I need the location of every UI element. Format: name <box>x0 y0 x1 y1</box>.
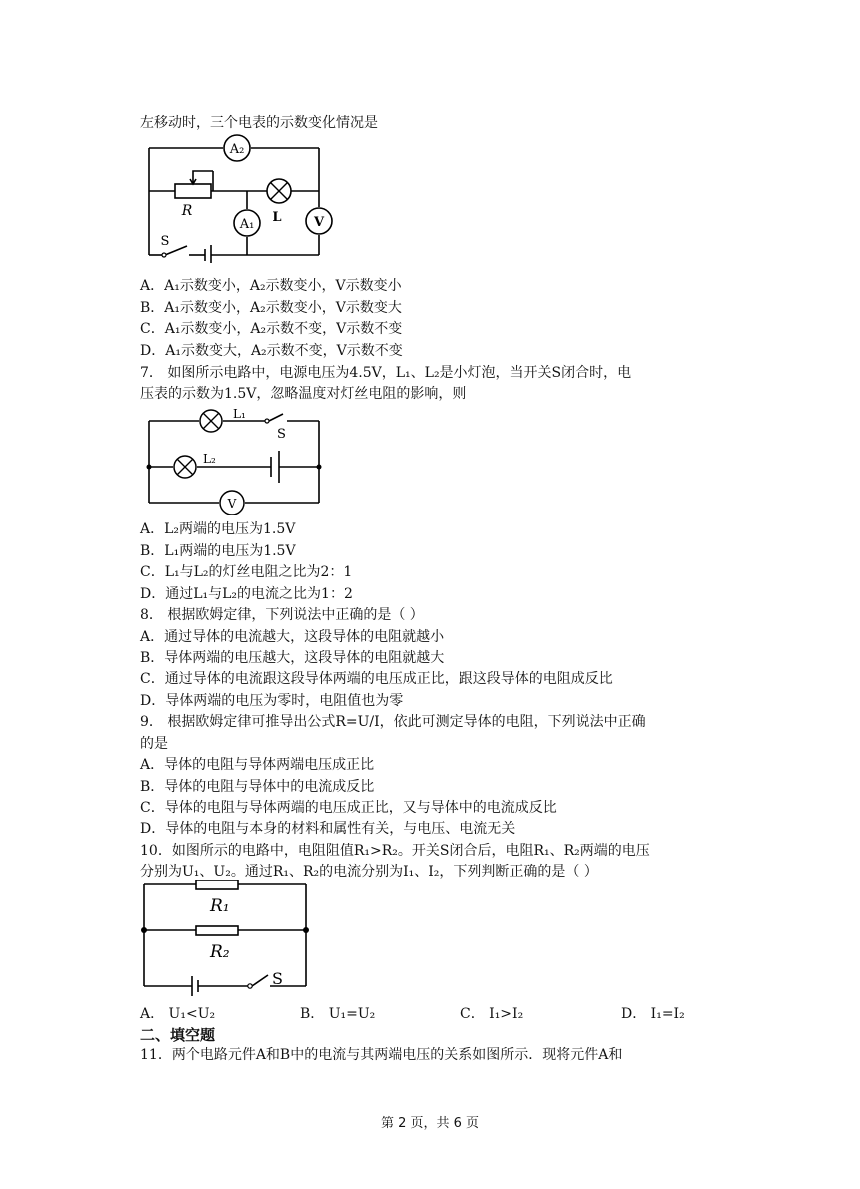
q7-option-d: D．通过L₁与L₂的电流之比为1：2 <box>140 586 353 602</box>
q9-option-b: B．导体的电阻与导体中的电流成反比 <box>140 779 375 795</box>
q10-option-b: B． U₁=U₂ <box>300 1006 376 1022</box>
page-footer: 第 2 页，共 6 页 <box>380 1116 480 1131</box>
q7-option-a: A．L₂两端的电压为1.5V <box>140 521 296 537</box>
question-9-stem-2: 的是 <box>140 736 168 752</box>
question-10-stem-2: 分别为U₁、U₂。通过R₁、R₂的电流分别为I₁、I₂，下列判断正确的是（ ） <box>140 864 598 880</box>
switch-label: S <box>160 234 170 249</box>
q7-option-c: C．L₁与L₂的灯丝电阻之比为2：1 <box>140 564 353 580</box>
q8-option-a: A．通过导体的电流越大，这段导体的电阻就越小 <box>140 629 445 645</box>
q8-option-c: C．通过导体的电流跟这段导体两端的电压成正比，跟这段导体的电阻成反比 <box>140 671 613 687</box>
resistor-r1-label: R₁ <box>210 896 230 916</box>
question-10-stem-1: 10．如图所示的电路中，电阻阻值R₁>R₂。开关S闭合后，电阻R₁、R₂两端的电压 <box>140 843 650 859</box>
question-11-stem: 11．两个电路元件A和B中的电流与其两端电压的关系如图所示．现将元件A和 <box>140 1047 623 1063</box>
switch-label: S <box>272 969 283 988</box>
circuit-figure-q10 <box>136 880 316 998</box>
resistor-label: R <box>181 203 193 219</box>
q9-option-d: D．导体的电阻与本身的材料和属性有关，与电压、电流无关 <box>140 821 516 837</box>
q6-option-a: A．A₁示数变小，A₂示数变小，V示数变小 <box>140 278 402 294</box>
circuit-figure-q6 <box>143 133 333 263</box>
ammeter-a2-label: A₂ <box>229 142 245 157</box>
q9-option-c: C．导体的电阻与导体两端的电压成正比，又与导体中的电流成反比 <box>140 800 557 816</box>
resistor-r2-label: R₂ <box>210 942 230 962</box>
q6-option-b: B．A₁示数变小，A₂示数变小，V示数变大 <box>140 300 402 316</box>
q6-option-c: C．A₁示数变小，A₂示数不变，V示数不变 <box>140 321 403 337</box>
lamp-label: L <box>272 210 282 225</box>
question-6-stem-end: 左移动时，三个电表的示数变化情况是 <box>140 115 378 131</box>
lamp-l1-label: L₁ <box>233 407 246 421</box>
ammeter-a1-label: A₁ <box>239 217 255 232</box>
q10-option-a: A． U₁<U₂ <box>140 1006 216 1022</box>
q6-option-d: D．A₁示数变大，A₂示数不变，V示数不变 <box>140 343 403 359</box>
question-9-stem-1: 9． 根据欧姆定律可推导出公式R=U/I，依此可测定导体的电阻，下列说法中正确 <box>140 714 646 730</box>
circuit-figure-q7 <box>143 405 328 515</box>
q8-option-d: D．导体两端的电压为零时，电阻值也为零 <box>140 693 404 709</box>
question-8-stem: 8． 根据欧姆定律，下列说法中正确的是（ ） <box>140 607 424 623</box>
question-7-stem-1: 7． 如图所示电路中，电源电压为4.5V，L₁、L₂是小灯泡，当开关S闭合时，电 <box>140 365 632 381</box>
lamp-l2-label: L₂ <box>203 452 216 466</box>
q10-option-d: D． I₁=I₂ <box>621 1006 685 1022</box>
q9-option-a: A．导体的电阻与导体两端电压成正比 <box>140 757 375 773</box>
voltmeter-label: V <box>313 215 325 230</box>
question-7-stem-2: 压表的示数为1.5V，忽略温度对灯丝电阻的影响，则 <box>140 386 467 402</box>
q7-option-b: B．L₁两端的电压为1.5V <box>140 543 296 559</box>
voltmeter-label: V <box>227 497 237 511</box>
q8-option-b: B．导体两端的电压越大，这段导体的电阻就越大 <box>140 650 445 666</box>
q10-option-c: C． I₁>I₂ <box>460 1006 524 1022</box>
switch-label: S <box>277 427 286 442</box>
section-heading-fill-in: 二、填空题 <box>140 1026 216 1044</box>
